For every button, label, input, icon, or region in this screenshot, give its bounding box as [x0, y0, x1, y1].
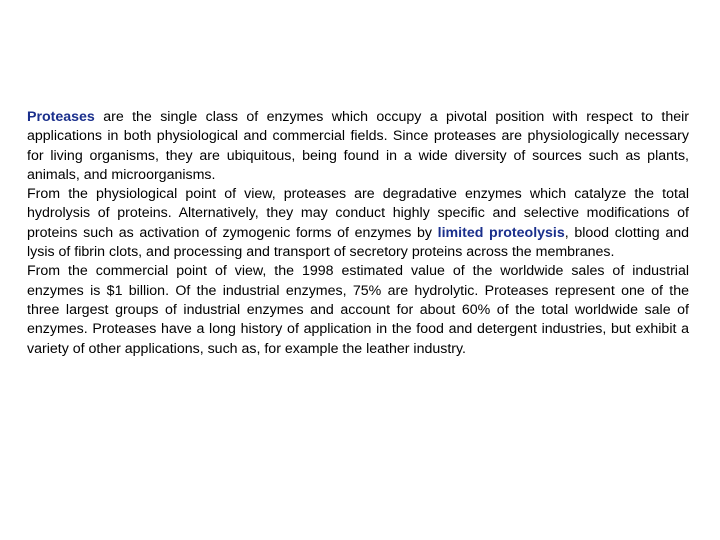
- paragraph-physiological: [27, 185, 689, 262]
- body-text: [27, 108, 689, 359]
- paragraph-commercial: [27, 262, 689, 358]
- paragraph-text-before: From the physiological point of view, proteases are degradative enzymes which catalyze the total hydrolysis of proteins. Alternatively, they may conduct highly specific and selective modifications of proteins such as activation of zymogenic forms of enzymes by: [27, 186, 689, 241]
- paragraph-text-after: , blood clotting and lysis of fibrin clots, and processing and transport of secretory proteins across the membranes.: [27, 224, 690, 261]
- paragraph-text: From the commercial point of view, the 1998 estimated value of the worldwide sales of industrial enzymes is $1 billion. Of the industrial enzymes, 75% are hydrolytic. Proteases represent one of the three largest groups of industrial enzymes and account for about 60% of the total worldwide sale of enzymes. Proteases have a long history of application in the food and detergent industries, but exhibit a variety of other applications, such as, for example the leather industry.: [27, 263, 689, 357]
- paragraph-text: are the single class of enzymes which occupy a pivotal position with respect to their applications in both physiological and commercial fields. Since proteases are physiologically necessary for living organisms, they are ubiquitous, being found in a wide diversity of sources such as plants, animals, and microorganisms.: [27, 109, 689, 183]
- paragraph-proteases-intro: [27, 108, 689, 185]
- keyword-proteases: Proteases: [27, 109, 95, 125]
- keyword-limited-proteolysis: limited proteolysis: [437, 224, 565, 241]
